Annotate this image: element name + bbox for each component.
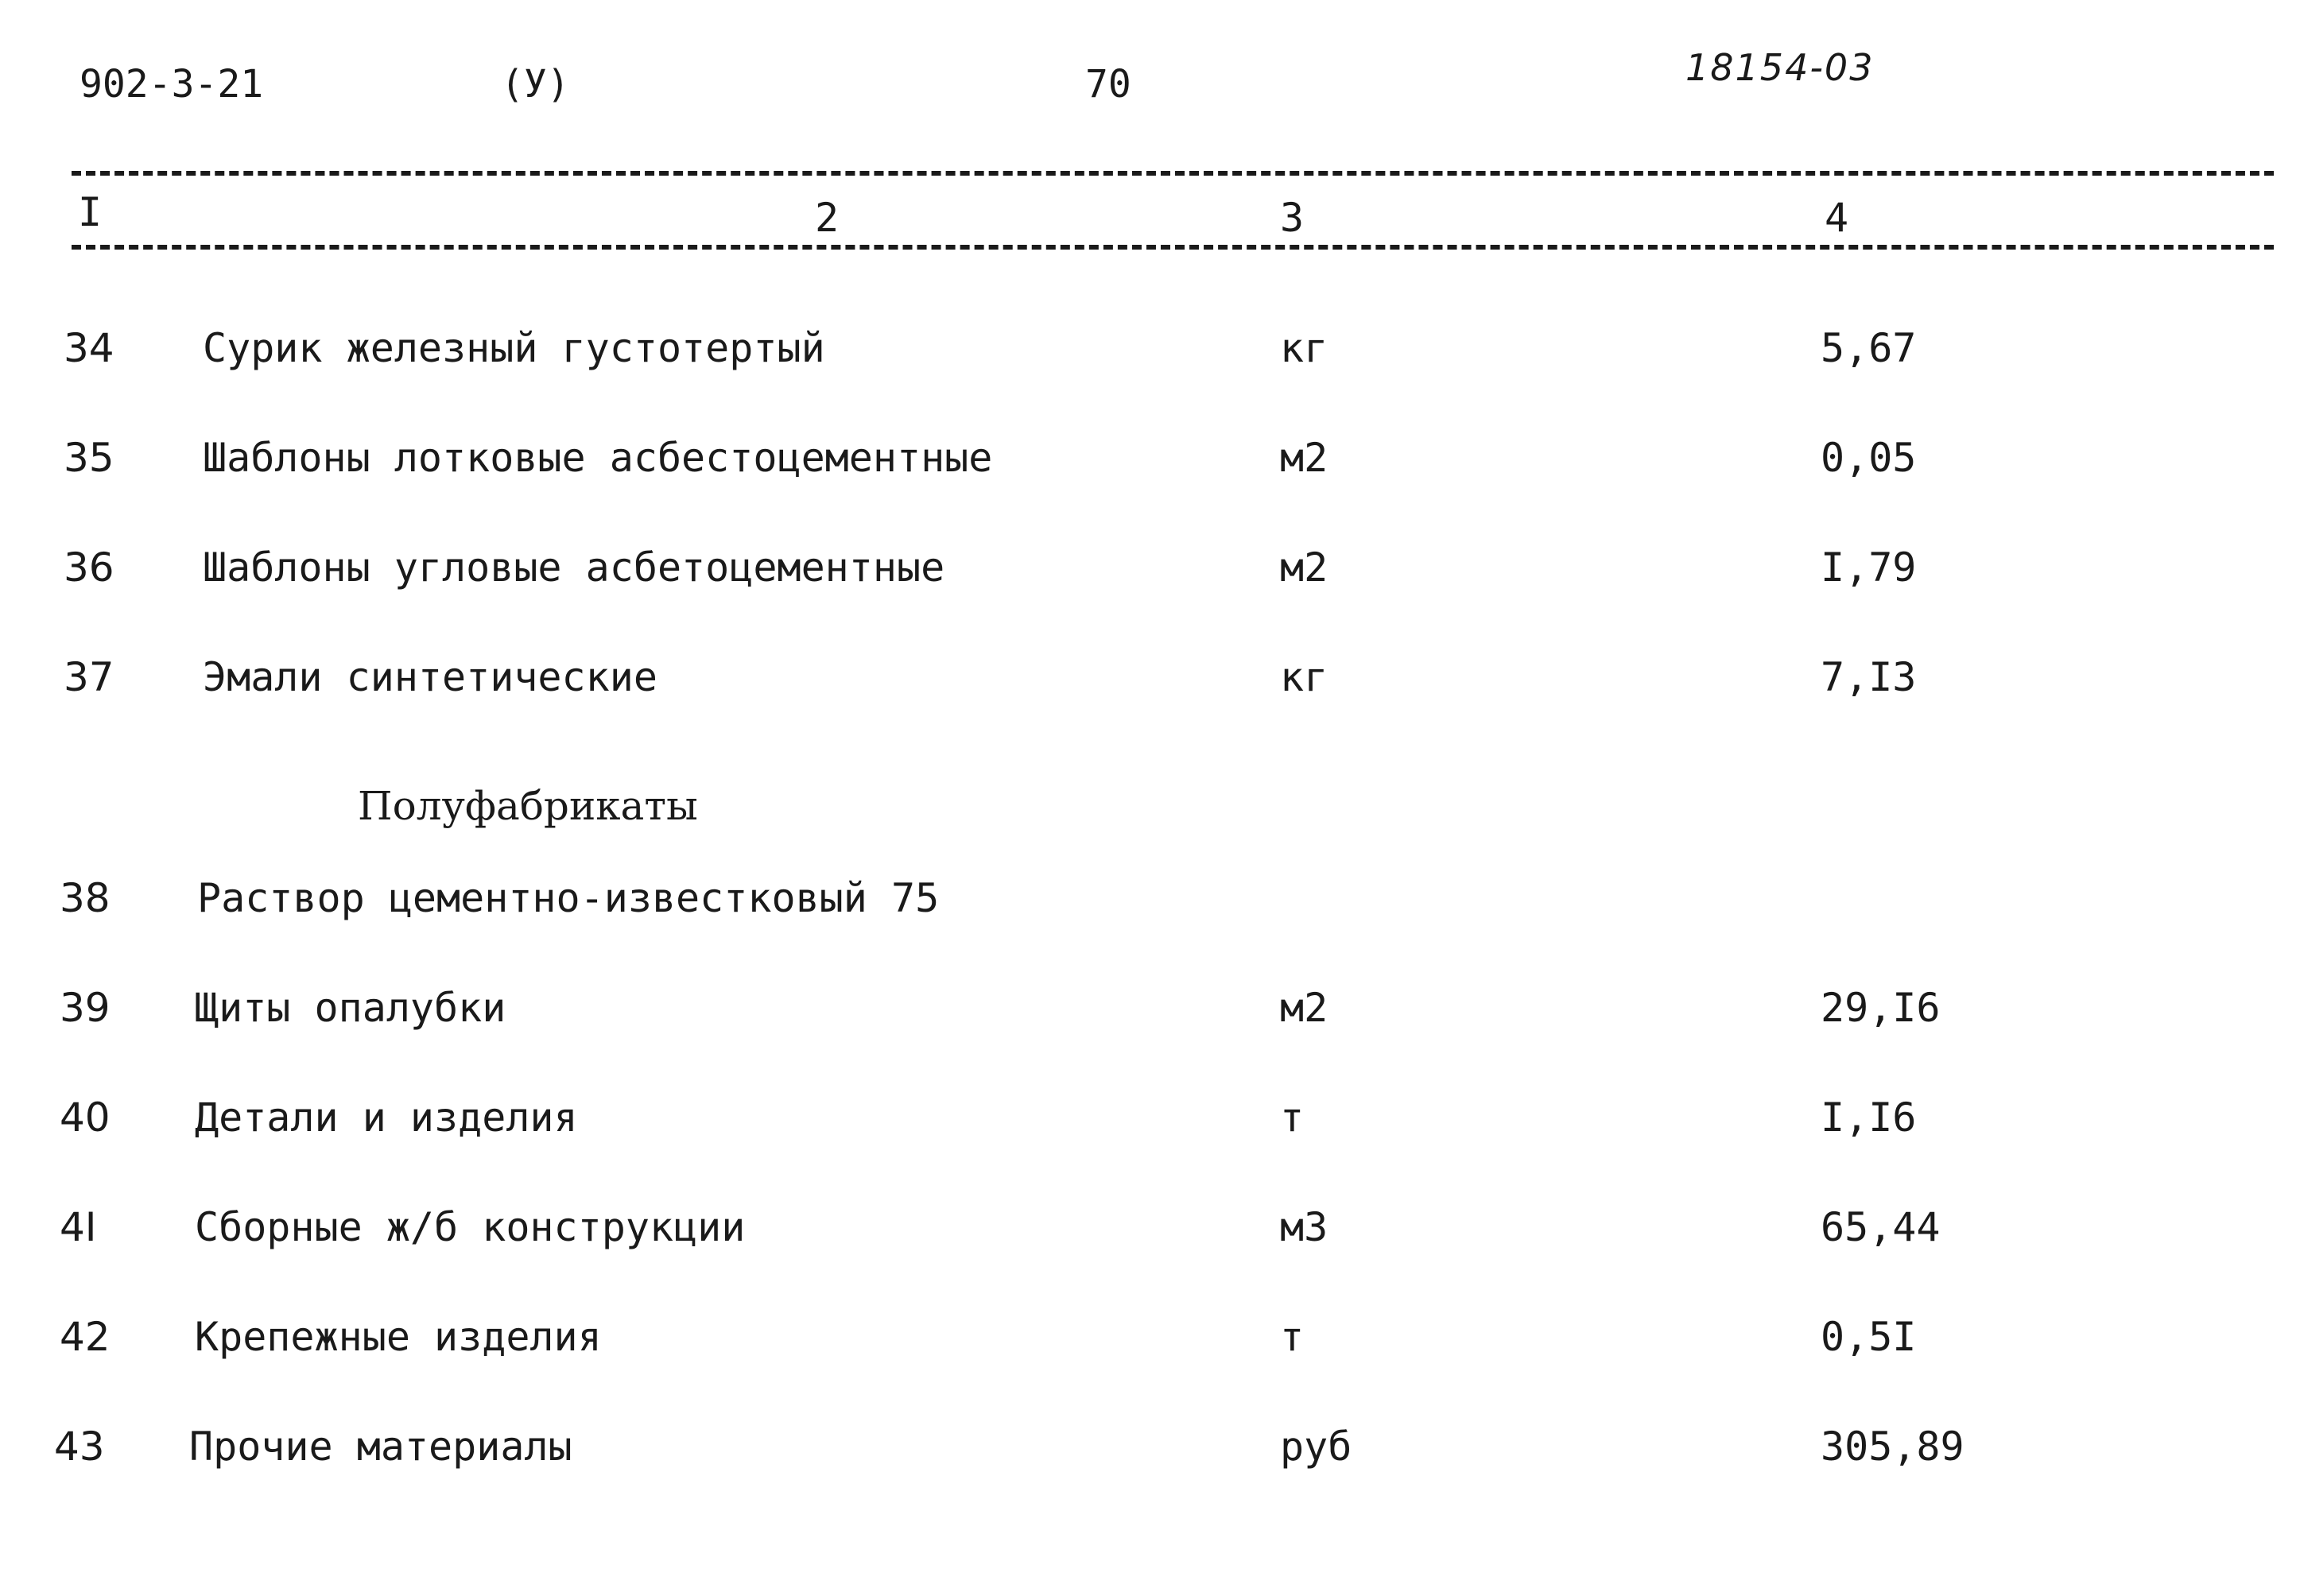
table-row [0,1094,2300,1157]
material-name: Детали и изделия [195,1094,578,1141]
material-name: Сурик железный густотертый [203,325,825,371]
table-row [0,1423,2300,1486]
bottom-dashed-rule [72,245,2274,250]
material-name: Шаблоны лотковые асбестоцементные [203,435,993,481]
quantity: 0,5I [1821,1314,1917,1360]
row-number: 42 [60,1314,111,1360]
unit: т [1280,1314,1305,1360]
table-row [0,544,2300,607]
material-name: Прочие материалы [189,1424,572,1470]
row-number: 35 [64,435,114,481]
top-dashed-rule [72,171,2274,176]
row-number: 40 [60,1094,111,1141]
column-header-1: I [78,189,103,235]
row-number: 36 [64,544,114,591]
section-heading: Полуфабрикаты [358,783,698,829]
row-number: 4I [60,1204,97,1250]
row-number: 37 [64,654,114,700]
unit: руб [1280,1424,1352,1470]
unit: кг [1280,325,1328,371]
table-row [0,1313,2300,1377]
document-code: 902-3-21 [80,62,264,107]
table-row [0,984,2300,1048]
column-header-2: 2 [815,195,840,241]
material-name: Крепежные изделия [195,1314,602,1360]
material-name: Эмали синтетические [203,654,657,700]
material-name: Раствор цементно-известковый 75 [197,875,940,921]
unit: т [1280,1094,1305,1141]
quantity: 5,67 [1821,325,1917,371]
inventory-number: 18154-03 [1685,46,1875,89]
material-name: Шаблоны угловые асбетоцементные [203,544,945,591]
table-row [0,324,2300,388]
table-row [0,434,2300,498]
document-mark: (У) [501,62,570,107]
unit: м2 [1280,544,1328,591]
unit: м2 [1280,985,1328,1031]
row-number: 38 [60,875,111,921]
table-row [0,653,2300,717]
table-row [0,1203,2300,1267]
material-name: Сборные ж/б конструкции [195,1204,746,1250]
unit: м3 [1280,1204,1328,1250]
row-number: 34 [64,325,114,371]
unit: кг [1280,654,1328,700]
row-number: 43 [54,1424,105,1470]
quantity: 65,44 [1821,1204,1941,1250]
quantity: 29,I6 [1821,985,1941,1031]
unit: м2 [1280,435,1328,481]
material-name: Щиты опалубки [195,985,506,1031]
quantity: I,I6 [1821,1094,1917,1141]
column-header-3: 3 [1280,195,1305,241]
table-row [0,874,2300,938]
quantity: 305,89 [1821,1424,1965,1470]
column-header-4: 4 [1825,195,1849,241]
quantity: 7,I3 [1821,654,1917,700]
quantity: I,79 [1821,544,1917,591]
quantity: 0,05 [1821,435,1917,481]
page-number: 70 [1085,62,1131,107]
row-number: 39 [60,985,111,1031]
